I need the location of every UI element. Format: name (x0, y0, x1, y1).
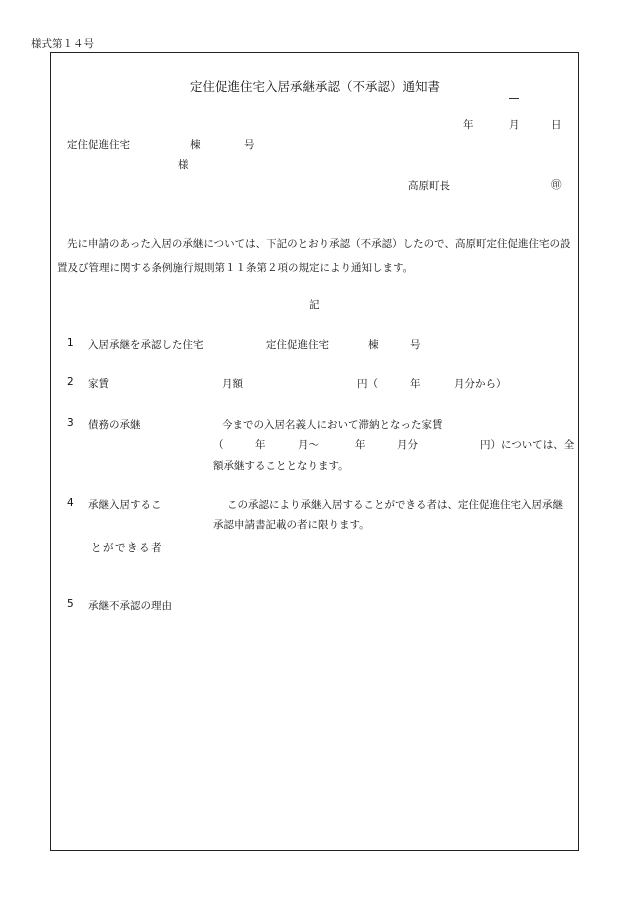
item-3-year2: 年 (355, 439, 366, 451)
addressee-housing: 定住促進住宅 (67, 139, 130, 151)
date-dash (509, 98, 519, 99)
date-day: 日 (551, 119, 562, 131)
issuer-title: 高原町長 (408, 180, 450, 192)
item-5-label: 承継不承認の理由 (88, 600, 172, 612)
item-5-number: 5 (67, 598, 74, 610)
form-number: 様式第１４号 (31, 38, 94, 50)
document-title: 定住促進住宅入居承継承認（不承認）通知書 (189, 79, 440, 94)
addressee-number: 号 (244, 139, 255, 151)
item-1-number-label: 号 (410, 339, 421, 351)
item-1-housing: 定住促進住宅 (266, 339, 329, 351)
item-3-yen: 円）については、全 (480, 439, 575, 451)
date-year: 年 (463, 119, 474, 131)
item-2-monthly: 月額 (222, 378, 243, 390)
body-paragraph: 先に申請のあった入居の承継については、下記のとおり承認（不承認）したので、高原町定住促進住宅の設置及び管理に関する条例施行規則第１１条第２項の規定により通知します。 (57, 238, 571, 274)
item-3-line1: 今までの入居名義人において滞納となった家賃 (222, 419, 443, 431)
item-1-number: 1 (67, 337, 74, 349)
ki-heading: 記 (309, 299, 320, 311)
item-4-label: 承継入居するこ (88, 499, 162, 511)
seal-mark: ㊞ (551, 179, 562, 191)
item-2-number: 2 (67, 376, 74, 388)
item-3-month1: 月～ (298, 439, 319, 451)
date-month: 月 (509, 119, 520, 131)
item-3-label: 債務の承継 (88, 419, 141, 431)
item-2-yen: 円（ (357, 378, 378, 390)
item-3-year1: 年 (255, 439, 266, 451)
item-4-label-continued: とができる者 (91, 542, 163, 554)
item-4-line2: 承認申請書記載の者に限ります。 (213, 519, 370, 531)
item-3-line3: 額承継することとなります。 (213, 460, 349, 472)
item-4-line1: この承認により承継入居することができる者は、定住促進住宅入居承継 (227, 499, 563, 511)
item-1-building: 棟 (368, 339, 379, 351)
item-3-month2: 月分 (397, 439, 418, 451)
item-2-year: 年 (410, 378, 421, 390)
item-3-open-paren: （ (213, 439, 224, 451)
addressee-honorific: 様 (178, 159, 189, 171)
item-1-label: 入居承継を承認した住宅 (88, 339, 204, 351)
item-2-from: 月分から） (454, 378, 507, 390)
addressee-building: 棟 (190, 139, 201, 151)
item-2-label: 家賃 (88, 378, 109, 390)
item-4-number: 4 (67, 497, 74, 509)
item-3-number: 3 (67, 417, 74, 429)
